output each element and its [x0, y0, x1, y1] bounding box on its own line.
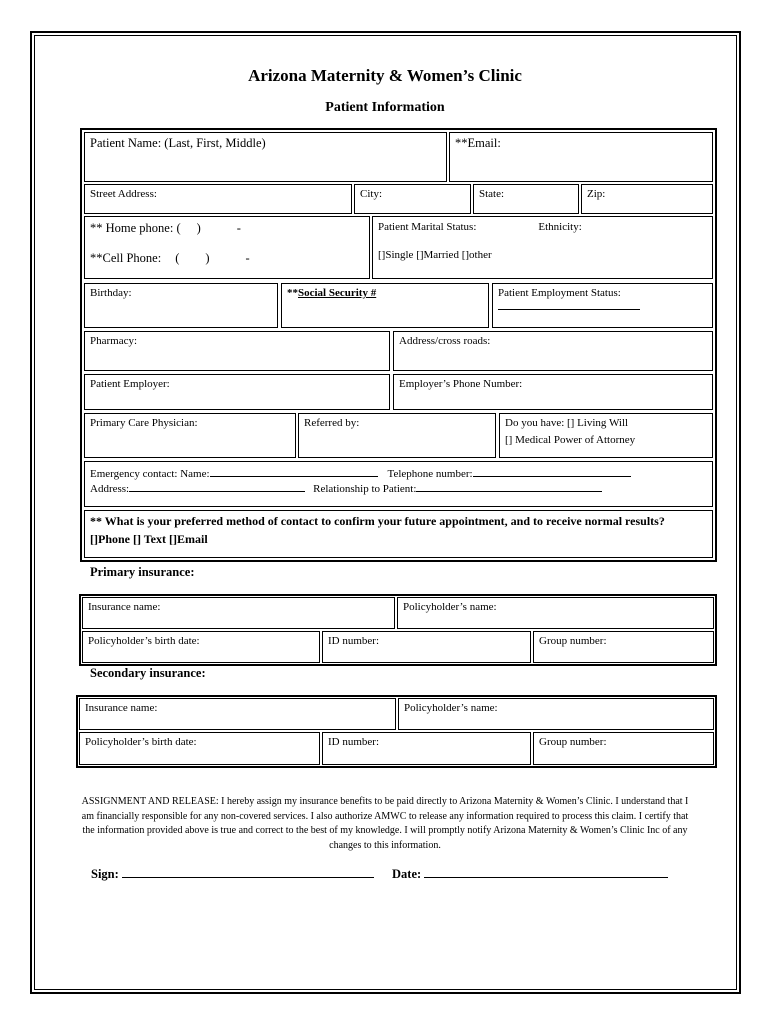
- patient-employer-field[interactable]: [84, 374, 390, 410]
- sign-label: Sign:: [91, 867, 119, 881]
- cell-phone-label: **Cell Phone:: [90, 251, 162, 265]
- state-field[interactable]: [473, 184, 579, 214]
- primary-insurance-name-field[interactable]: [82, 597, 395, 629]
- advance-directives-field[interactable]: [499, 413, 713, 458]
- primary-care-physician-field[interactable]: [84, 413, 296, 458]
- street-address-label: Street Address:: [90, 188, 157, 200]
- date-label: Date:: [392, 867, 422, 881]
- ssn-prefix: **: [287, 287, 298, 299]
- cell-phone-dash: -: [245, 251, 250, 265]
- primary-care-physician-label: Primary Care Physician:: [90, 417, 198, 429]
- email-label: **Email:: [455, 136, 501, 150]
- relationship-label: Relationship to Patient:: [313, 483, 417, 495]
- street-address-field[interactable]: [84, 184, 352, 214]
- primary-id-number-field[interactable]: [322, 631, 531, 663]
- primary-birth-date-label: Policyholder’s birth date:: [88, 635, 200, 647]
- telephone-number-label: Telephone number:: [387, 468, 473, 480]
- patient-name-label: Patient Name: (Last, First, Middle): [90, 136, 266, 150]
- secondary-insurance-name-label: Insurance name:: [85, 702, 158, 714]
- birthday-field[interactable]: [84, 283, 278, 328]
- marital-status-options: []Single []Married []other: [378, 249, 492, 261]
- city-label: City:: [360, 188, 383, 200]
- emergency-name-label: Emergency contact: Name:: [90, 468, 210, 480]
- city-field[interactable]: [354, 184, 471, 214]
- secondary-id-number-field[interactable]: [322, 732, 531, 765]
- cell-phone-close-paren: ): [205, 251, 210, 265]
- primary-group-number-field[interactable]: [533, 631, 714, 663]
- relationship-line[interactable]: [416, 480, 602, 492]
- employment-status-field[interactable]: [492, 283, 713, 328]
- signature-row: [91, 865, 374, 882]
- employer-phone-field[interactable]: [393, 374, 713, 410]
- ssn-label: Social Security #: [298, 287, 377, 299]
- primary-id-number-label: ID number:: [328, 635, 380, 647]
- home-phone-dash: -: [236, 221, 241, 235]
- zip-field[interactable]: [581, 184, 713, 214]
- secondary-insurance-heading: Secondary insurance:: [90, 666, 206, 680]
- contact-preference-question: ** What is your preferred method of contact to confirm your future appointment, and to receive normal results?: [90, 514, 665, 528]
- state-label: State:: [479, 188, 505, 200]
- employment-status-label: Patient Employment Status:: [498, 287, 621, 299]
- emergency-name-line[interactable]: [210, 465, 378, 477]
- home-phone-label: ** Home phone: (: [90, 221, 181, 235]
- form-subtitle: Patient Information: [325, 100, 445, 115]
- home-phone-close-paren: ): [196, 221, 201, 235]
- primary-group-number-label: Group number:: [539, 635, 607, 647]
- birthday-label: Birthday:: [90, 287, 132, 299]
- patient-employer-label: Patient Employer:: [90, 378, 170, 390]
- referred-by-label: Referred by:: [304, 417, 360, 429]
- primary-policyholder-name-label: Policyholder’s name:: [403, 601, 497, 613]
- email-field[interactable]: [449, 132, 713, 182]
- telephone-number-line[interactable]: [473, 465, 631, 477]
- pharmacy-field[interactable]: [84, 331, 390, 371]
- form-title: Arizona Maternity & Women’s Clinic: [248, 66, 522, 85]
- contact-preference-field[interactable]: [84, 510, 713, 558]
- secondary-policyholder-name-field[interactable]: [398, 698, 714, 730]
- secondary-birth-date-field[interactable]: [79, 732, 320, 765]
- ssn-field[interactable]: [281, 283, 489, 328]
- cell-phone-open-paren: (: [175, 251, 180, 265]
- marital-status-field[interactable]: [372, 216, 713, 279]
- date-row: [392, 865, 668, 882]
- employment-status-line: [498, 309, 640, 310]
- signature-line[interactable]: [122, 865, 374, 878]
- cross-roads-label: Address/cross roads:: [399, 335, 491, 347]
- patient-name-field[interactable]: [84, 132, 447, 182]
- date-line[interactable]: [424, 865, 668, 878]
- employer-phone-label: Employer’s Phone Number:: [399, 378, 523, 390]
- phone-numbers-field[interactable]: [84, 216, 370, 279]
- secondary-group-number-field[interactable]: [533, 732, 714, 765]
- assignment-release-text: ASSIGNMENT AND RELEASE: I hereby assign my insurance benefits to be paid directly to Arizona Maternity & Women’s Clinic. I understand that I am financially responsible for any non-covered services. I also authorize AMWC to release any information required to process this claim. I certify that the information provided above is true and correct to the best of my knowledge. I will promptly notify Arizona Maternity & Women’s Clinic Inc of any changes to this information.: [81, 796, 689, 851]
- contact-preference-options[interactable]: []Phone [] Text []Email: [90, 532, 208, 546]
- primary-policyholder-name-field[interactable]: [397, 597, 714, 629]
- emergency-address-label: Address:: [90, 483, 130, 495]
- referred-by-field[interactable]: [298, 413, 496, 458]
- cross-roads-field[interactable]: [393, 331, 713, 371]
- living-will-checkbox[interactable]: Do you have: [] Living Will: [505, 417, 629, 429]
- primary-insurance-heading: Primary insurance:: [90, 565, 195, 579]
- primary-insurance-name-label: Insurance name:: [88, 601, 161, 613]
- primary-birth-date-field[interactable]: [82, 631, 320, 663]
- zip-label: Zip:: [587, 188, 606, 200]
- secondary-id-number-label: ID number:: [328, 736, 380, 748]
- emergency-address-line[interactable]: [129, 480, 305, 492]
- marital-status-label: Patient Marital Status:: [378, 221, 477, 233]
- secondary-group-number-label: Group number:: [539, 736, 607, 748]
- medical-poa-checkbox[interactable]: [] Medical Power of Attorney: [505, 433, 636, 446]
- emergency-contact-field[interactable]: [84, 461, 713, 507]
- ethnicity-label: Ethnicity:: [538, 221, 582, 233]
- pharmacy-label: Pharmacy:: [90, 335, 138, 347]
- secondary-insurance-name-field[interactable]: [79, 698, 396, 730]
- secondary-birth-date-label: Policyholder’s birth date:: [85, 736, 197, 748]
- secondary-policyholder-name-label: Policyholder’s name:: [404, 702, 498, 714]
